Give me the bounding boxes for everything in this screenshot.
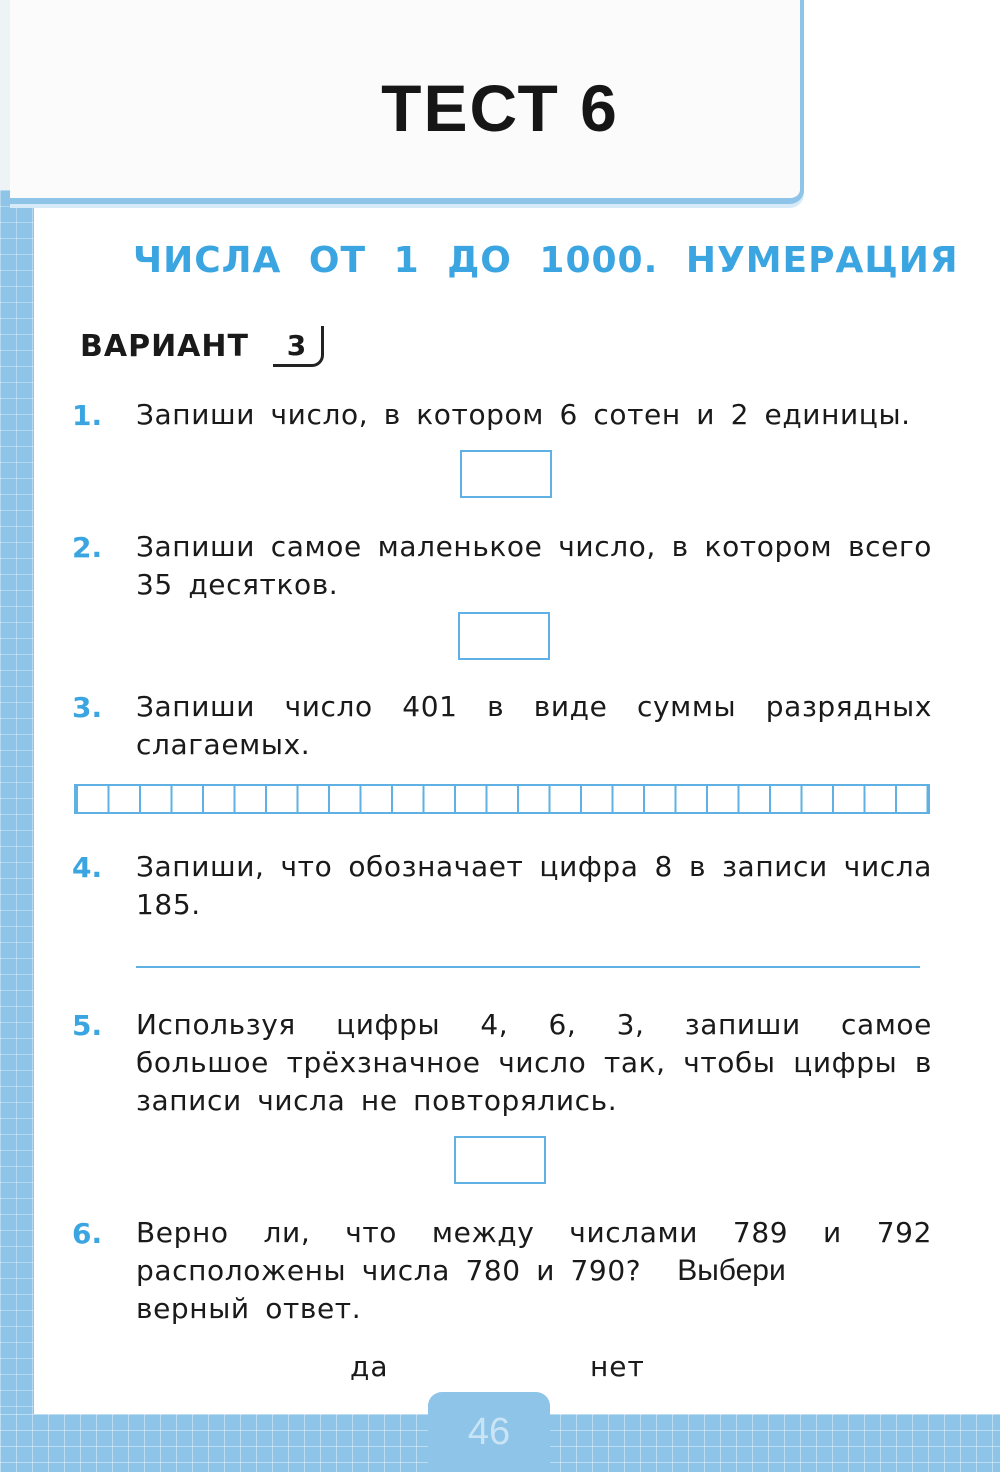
test-title: ТЕСТ 6 [381, 71, 619, 145]
answer-line-4[interactable] [136, 966, 920, 968]
task-text: Запиши число 401 в виде суммы разрядных слагаемых. [136, 690, 932, 761]
page-number: 46 [428, 1392, 550, 1472]
task-text: Запиши самое маленькое число, в котором всего 35 десятков. [136, 530, 932, 601]
variant-label [80, 326, 324, 367]
variant-text: ВАРИАНТ [80, 329, 249, 364]
task-number: 1. [72, 399, 103, 432]
task-number: 6. [72, 1217, 103, 1250]
task-4 [72, 848, 932, 924]
task-text: Запиши, что обозначает цифра 8 в записи числа 185. [136, 850, 932, 921]
task-3 [72, 688, 932, 764]
task-text-main: Верно ли, что между числами 789 и 792 расположены числа 780 и 790? [136, 1216, 932, 1287]
answer-box-2[interactable] [458, 612, 550, 660]
task-text: Используя цифры 4, 6, 3, запиши самое большое трёхзначное число так, чтобы цифры в записи числа не повторялись. [136, 1008, 932, 1117]
topic-heading: ЧИСЛА ОТ 1 ДО 1000. НУМЕРАЦИЯ [133, 240, 959, 281]
task-6 [72, 1214, 932, 1328]
task-2 [72, 528, 932, 604]
task-number: 2. [72, 531, 103, 564]
task-1 [72, 396, 932, 436]
choice-no[interactable]: нет [590, 1350, 645, 1383]
task-number: 5. [72, 1009, 103, 1042]
task-number: 3. [72, 691, 103, 724]
answer-box-1[interactable] [460, 450, 552, 498]
task-text-end: верный ответ. [136, 1292, 362, 1325]
answer-cells-3[interactable] [74, 784, 930, 814]
task-5 [72, 1006, 932, 1120]
task-text: Запиши число, в котором 6 сотен и 2 единицы. [136, 398, 911, 431]
task-text-choose: Выбери [677, 1254, 786, 1287]
left-grid-decoration [0, 190, 34, 1472]
task-number: 4. [72, 851, 103, 884]
choice-yes[interactable]: да [350, 1350, 389, 1383]
task-text [136, 1214, 932, 1328]
variant-number: 3 [273, 326, 324, 367]
answer-box-5[interactable] [454, 1136, 546, 1184]
